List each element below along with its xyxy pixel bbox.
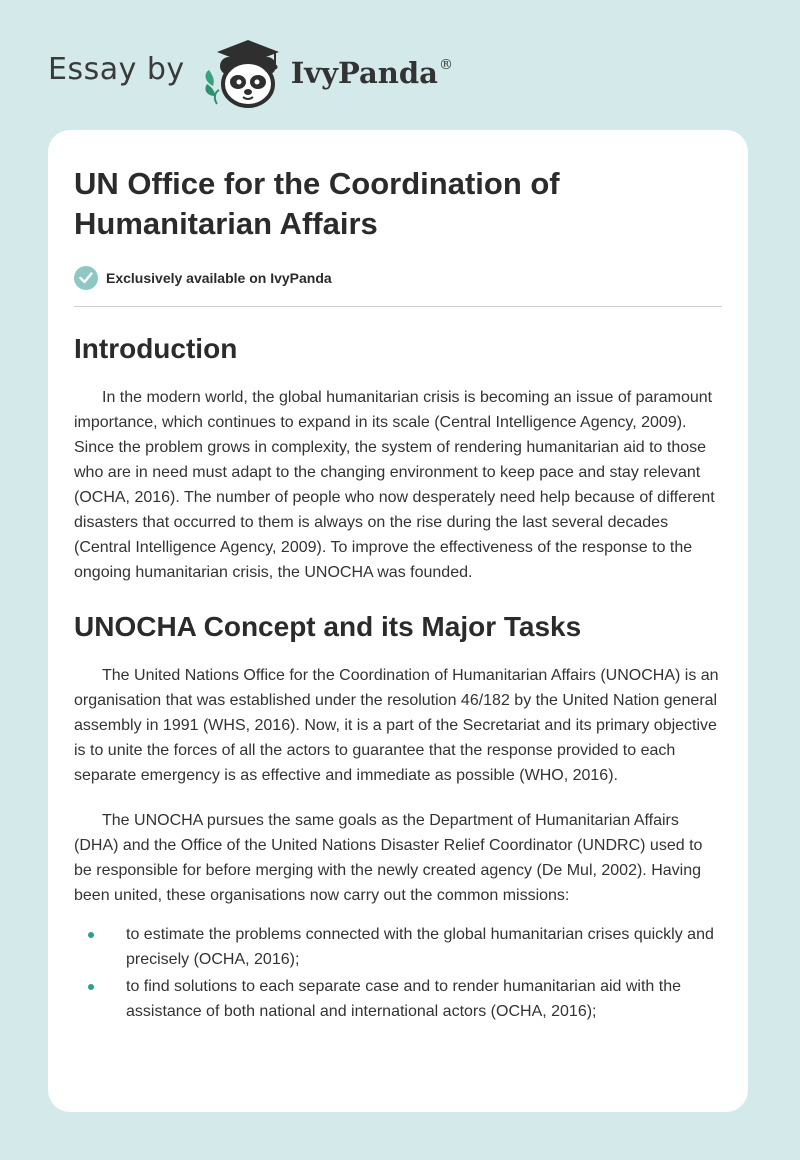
check-icon (74, 266, 98, 290)
exclusive-badge (74, 266, 722, 290)
paragraph: The UNOCHA pursues the same goals as the Department of Humanitarian Affairs (DHA) and the Office of the United Nations Disaster Relief Coordinator (UNDRC) used to be responsible for before merging with the newly created agency (De Mul, 2002). Having been united, these organisations now carry out the common missions: (74, 812, 703, 904)
list-item (74, 922, 722, 972)
list-item-text: to find solutions to each separate case and to render humanitarian aid with the assistance of both national and international actors (OCHA, 2016); (126, 978, 682, 1020)
registered-mark: ® (438, 57, 453, 73)
paragraph: In the modern world, the global humanitarian crisis is becoming an issue of paramount importance, which continues to expand in its scale (Central Intelligence Agency, 2009). Since the problem grows in complexity, the system of rendering humanitarian aid to those who are in need must adapt to the changing environment to keep pace and stay relevant (OCHA, 2016). The number of people who now desperately need help because of different disasters that occurred to them is always on the rise during the last several decades (Central Intelligence Agency, 2009). To improve the effectiveness of the response to the ongoing humanitarian crisis, the UNOCHA was founded. (74, 389, 715, 581)
page-title: UN Office for the Coordination of Humanitarian Affairs (74, 166, 560, 241)
ivypanda-logo-icon[interactable] (199, 34, 289, 110)
exclusive-badge-label: Exclusively available on IvyPanda (106, 270, 332, 286)
bullet-icon (88, 932, 94, 938)
missions-list (74, 922, 722, 1024)
bullet-icon (88, 984, 94, 990)
section-heading-unocha-concept: UNOCHA Concept and its Major Tasks (74, 611, 582, 642)
brand-name: IvyPanda® (290, 56, 453, 90)
list-item-text: to estimate the problems connected with the global humanitarian crises quickly and precisely (OCHA, 2016); (126, 926, 714, 968)
essay-by-label: Essay by (48, 51, 185, 87)
site-header (48, 34, 453, 110)
section-heading-introduction: Introduction (74, 333, 238, 364)
divider (74, 306, 722, 307)
essay-card (48, 130, 748, 1112)
paragraph: The United Nations Office for the Coordination of Humanitarian Affairs (UNOCHA) is an organisation that was established under the resolution 46/182 by the United Nation general assembly in 1991 (WHS, 2016). Now, it is a part of the Secretariat and its primary objective is to unite the forces of all the actors to guarantee that the response provided to each separate emergency is as effective and immediate as possible (WHO, 2016). (74, 667, 719, 784)
list-item (74, 974, 722, 1024)
